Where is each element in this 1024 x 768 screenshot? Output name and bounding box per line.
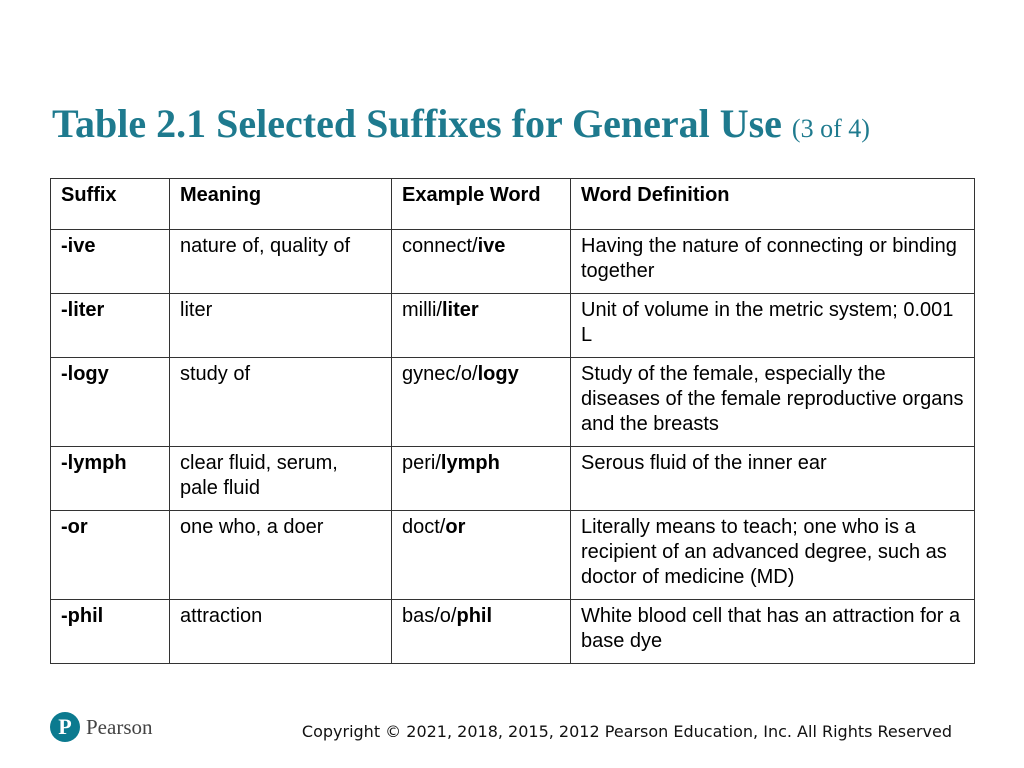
- example-prefix: connect/: [402, 235, 478, 257]
- example-suffix: phil: [456, 605, 493, 627]
- example-suffix: liter: [442, 299, 479, 321]
- pearson-logo: [50, 712, 153, 742]
- definition-cell: Having the nature of connecting or binding together: [571, 230, 975, 294]
- suffix-table: [50, 178, 975, 664]
- example-word-cell: [392, 447, 571, 511]
- meaning-cell: clear fluid, serum, pale fluid: [170, 447, 392, 511]
- suffix-cell: -liter: [51, 294, 170, 358]
- example-suffix: or: [445, 516, 466, 538]
- example-suffix: lymph: [440, 452, 500, 474]
- example-word-cell: [392, 358, 571, 447]
- pearson-wordmark: Pearson: [86, 714, 153, 739]
- table-row: [51, 600, 975, 664]
- example-prefix: milli/: [402, 299, 442, 321]
- definition-cell: White blood cell that has an attraction for a base dye: [571, 600, 975, 664]
- suffix-cell: -logy: [51, 358, 170, 447]
- example-word-cell: [392, 511, 571, 600]
- example-prefix: gynec/o/: [402, 363, 478, 385]
- suffix-cell: -ive: [51, 230, 170, 294]
- meaning-cell: nature of, quality of: [170, 230, 392, 294]
- definition-cell: Study of the female, especially the diseases of the female reproductive organs and the breasts: [571, 358, 975, 447]
- table-row: [51, 447, 975, 511]
- definition-cell: Unit of volume in the metric system; 0.001 L: [571, 294, 975, 358]
- meaning-cell: study of: [170, 358, 392, 447]
- suffix-cell: -or: [51, 511, 170, 600]
- example-word-cell: [392, 600, 571, 664]
- meaning-cell: liter: [170, 294, 392, 358]
- table-row: [51, 294, 975, 358]
- table-row: [51, 511, 975, 600]
- header-meaning: Meaning: [170, 179, 392, 230]
- header-suffix: Suffix: [51, 179, 170, 230]
- definition-cell: Serous fluid of the inner ear: [571, 447, 975, 511]
- example-prefix: peri/: [402, 452, 441, 474]
- page-title: [52, 100, 870, 153]
- definition-cell: Literally means to teach; one who is a recipient of an advanced degree, such as doctor of medicine (MD): [571, 511, 975, 600]
- example-suffix: logy: [477, 363, 519, 385]
- table-header-row: [51, 179, 975, 230]
- title-page-indicator: (3 of 4): [791, 114, 870, 143]
- pearson-logo-icon: P: [50, 712, 80, 742]
- example-word-cell: [392, 294, 571, 358]
- copyright-notice: Copyright © 2021, 2018, 2015, 2012 Pearson Education, Inc. All Rights Reserved: [301, 722, 952, 741]
- meaning-cell: one who, a doer: [170, 511, 392, 600]
- suffix-cell: -lymph: [51, 447, 170, 511]
- suffix-cell: -phil: [51, 600, 170, 664]
- title-main: Table 2.1 Selected Suffixes for General Use: [52, 101, 782, 146]
- example-prefix: bas/o/: [402, 605, 457, 627]
- table-row: [51, 358, 975, 447]
- example-prefix: doct/: [402, 516, 446, 538]
- example-word-cell: [392, 230, 571, 294]
- header-example-word: Example Word: [392, 179, 571, 230]
- meaning-cell: attraction: [170, 600, 392, 664]
- header-word-definition: Word Definition: [571, 179, 975, 230]
- example-suffix: ive: [477, 235, 506, 257]
- table-row: [51, 230, 975, 294]
